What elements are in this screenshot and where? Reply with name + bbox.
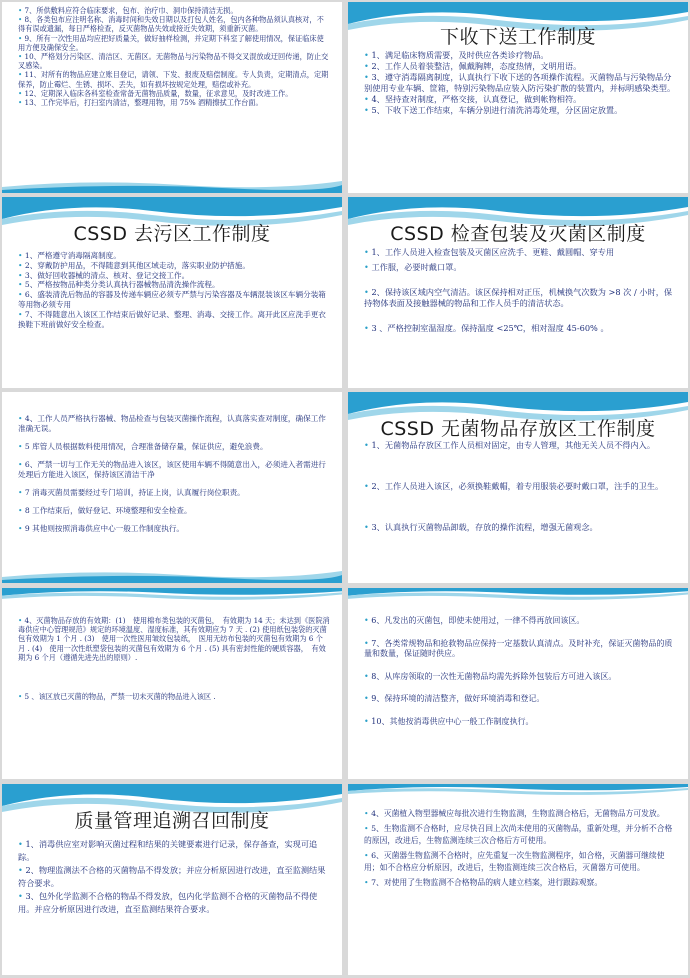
list-item: • 4、坚持查对制度，严格交接，认真登记，做到帐物相符。 [364, 94, 582, 104]
list-item: • 4、灭菌物品存放的有效期：(1) 使用棉布类包装的灭菌包， 有效期为 14 天；未达到《医院消毒供应中心管理规范》规定的环境温度、湿度标准，其有效期应为 7 天 . (2) 使用纸包装袋的灭菌包有效期为 1 个月 . (3) 使用一次性医用皱纹包装纸， 医用无纺布包装的灭菌包有效期为 6 个月 . (4) 使用一次性纸塑袋包装的灭菌包有效期为 6 个月 . (5) 具有密封性能的硬质容器， 有效期为 6 个月（遵循先进先出的原则）. [18, 616, 330, 662]
wave-decoration [348, 784, 688, 808]
list-item: • 9、所有一次性用品均应把好质量关，做好抽样检测，并定期下科室了解使用情况，保证临床使用方便及确保安全。 [18, 33, 324, 52]
list-item: • 1、满足临床物质需要，及时供应各类诊疗物品。 [364, 50, 549, 60]
list-item: • 11、对所有的物品应建立账目登记，请领、下发、报废及赔偿制度。专人负责，定期清点，定期保养，防止霉烂、生锈、损坏、丢失，如有损坏按规定处理，赔偿或补充。 [18, 70, 329, 89]
slide-4-list [364, 247, 676, 334]
list-item: • 4、灭菌植入物型器械应每批次进行生物监测，生物监测合格后，无菌物品方可发放。 [364, 809, 665, 818]
list-item: • 7、对使用了生物监测不合格物品的病人建立档案，进行跟踪观察。 [364, 878, 603, 888]
slide-title: 质量管理追溯召回制度 [74, 810, 270, 832]
list-item: • 3 、严格控制室温湿度。保持温度 <25℃，相对湿度 45-60% 。 [364, 323, 609, 333]
slide-7 [2, 588, 342, 779]
list-item: • 5、生物监测不合格时，应尽快召回上次尚未使用的灭菌物品，重新处理，并分析不合格的原因，改进后，生物监测连续三次合格后方可使用。 [364, 824, 673, 845]
wave-decoration [2, 567, 342, 583]
slide-title: 下收下送工作制度 [439, 26, 596, 48]
list-item: • 3、认真执行灭菌物品卸载，存放的操作流程，增强无菌观念。 [364, 522, 598, 532]
slide-10 [348, 784, 688, 975]
slide-title: CSSD 去污区工作制度 [73, 223, 271, 245]
slide-8-list [364, 616, 676, 728]
list-item: • 7、所供敷料应符合临床要求，包布、治疗巾、洞巾保持清洁无损。 [18, 6, 238, 15]
slide-title: CSSD 检查包装及灭菌区制度 [390, 223, 646, 245]
slide-1-list [18, 6, 330, 107]
list-item: • 7 消毒灭菌员需要经过专门培训，持证上岗，认真履行岗位职责。 [18, 488, 245, 497]
slide-3 [2, 197, 342, 388]
list-item: • 3、遵守消毒隔离制度，认真执行下收下送的各项操作流程。灭菌物品与污染物品分别使用专业车辆、筐箱，特别污染物品应装入防污染扩散的装置内，并标明感染类型。 [364, 72, 676, 93]
list-item: • 10、严格划分污染区、清洁区、无菌区。无菌物品与污染物品不得交叉混放或迂回传递，防止交叉感染。 [18, 52, 329, 71]
list-item: • 8 工作结束后，做好登记、环境整理和安全检查。 [18, 506, 192, 515]
list-item: • 10、其他按消毒供应中心一般工作制度执行。 [364, 716, 534, 726]
slide-6 [348, 392, 688, 583]
list-item: • 13、工作完毕后，打扫室内清洁，整理用物，用 75% 酒精擦拭工作台面。 [18, 98, 263, 108]
slide-10-list [364, 808, 676, 888]
list-item: • 9 其他则按照消毒供应中心一般工作制度执行。 [18, 524, 185, 533]
list-item: • 7、各类常规物品和抢救物品应保持一定基数认真清点。及时补充，保证灭菌物品的质量和数量，保证随时供应。 [364, 638, 673, 659]
list-item: • 2、工作人员进入该区，必须换鞋戴帽，着专用服装必要时戴口罩，注手的卫生。 [364, 481, 664, 491]
list-item: • 12、定期深入临床各科室检查常备无菌物品质量，数量，征求意见，及时改进工作。 [18, 88, 293, 98]
slide-4 [348, 197, 688, 388]
slide-5-list [18, 414, 330, 534]
slide-title: CSSD 无菌物品存放区工作制度 [380, 418, 656, 440]
list-item: • 工作服，必要时戴口罩。 [364, 262, 462, 272]
slide-1 [2, 2, 342, 193]
wave-decoration [348, 588, 688, 614]
slide-8 [348, 588, 688, 779]
list-item: • 6、灭菌器生物监测不合格时，应先重复一次生物监测程序，如合格，灭菌器可继续使用；如不合格应分析原因，改进后，生物监测连续三次合格后，灭菌器方可使用。 [364, 851, 665, 872]
list-item: • 5、严格按物品种类分类认真执行器械物品清洗操作流程。 [18, 280, 220, 290]
slide-6-list [364, 440, 676, 533]
slide-7-list [18, 616, 330, 701]
list-item: • 1、工作人员进入检查包装及灭菌区应洗手、更鞋、戴圆帽、穿专用 [364, 247, 615, 257]
slide-2-list [364, 50, 676, 116]
wave-decoration [2, 177, 342, 193]
slide-5 [2, 392, 342, 583]
list-item: • 8、各类包布应注明名称、消毒时间和失效日期以及打包人姓名，包内各种物品须认真核对，不得有误或遗漏，每日严格检查，反灭菌物品失效或接近失效期，须重新灭菌。 [18, 15, 324, 34]
list-item: • 3、做好回收器械的清点、核对、登记交接工作。 [18, 270, 190, 280]
slide-3-list [18, 251, 330, 329]
list-item: • 2、穿戴防护用品，不得随意到其他区域走动，落实职业防护措施。 [18, 260, 250, 270]
list-item: • 4、工作人员严格执行器械、物品检查与包装灭菌操作流程，认真落实查对制度，确保工作准确无误。 [18, 414, 326, 433]
list-item: • 6、盛装清洗后物品的容器及传递车辆应必须专严禁与污染容器及车辆混装该区车辆分装箱等用物必须专用 [18, 290, 326, 309]
list-item: • 1、严格遵守消毒隔离制度。 [18, 251, 121, 260]
list-item: • 8、从库房领取的一次性无菌物品均需先拆除外包装后方可进入该区。 [364, 671, 617, 681]
list-item: • 2、物理监测法不合格的灭菌物品不得发放；并应分析原因进行改进，直至监测结果符合要求。 [18, 865, 326, 888]
list-item: • 5 、该区放已灭菌的物品，严禁一切未灭菌的物品进入该区 . [18, 692, 216, 702]
list-item: • 5 库管人员根据数料使用情况，合理准备储存量，保证供应，避免浪费。 [18, 442, 268, 451]
list-item: • 2、工作人员着装整洁，佩戴胸牌，态度热情，文明用语。 [364, 61, 582, 71]
list-item: • 1、无菌物品存放区工作人员相对固定，由专人管理，其他无关人员不得内入。 [364, 440, 656, 450]
list-item: • 7、不得随意出入该区工作结束后做好记录、整理、消毒、交接工作。离开此区应洗手更衣换鞋下班前做好安全检查。 [18, 309, 326, 329]
wave-decoration [2, 588, 342, 614]
list-item: • 3、包外化学监测不合格的物品不得发放，包内化学监测不合格的灭菌物品不得使用。并应分析原因进行改进，直至监测结果符合要求。 [18, 891, 318, 914]
list-item: • 6、严禁一切与工作无关的物品进入该区，该区使用车辆不得随意出入，必须进入者需进行处理后方能进入该区，保持该区清洁干净 [18, 460, 326, 479]
list-item: • 2、保持该区域内空气清洁。该区保持相对正压，机械换气次数为 >8 次 / 小时，保持物体表面及接触器械的物品和工作人员手的清洁状态。 [364, 287, 673, 308]
slide-9-list [18, 838, 330, 916]
list-item: • 1、消毒供应室对影响灭菌过程和结果的关键要素进行记录，保存备查，实现可追踪。 [18, 839, 318, 862]
slide-2 [348, 2, 688, 193]
slide-9 [2, 784, 342, 975]
list-item: • 9、保持环境的清洁整齐，做好环境消毒和登记。 [364, 694, 545, 704]
list-item: • 6、凡发出的灭菌包，即使未使用过，一律不得再放回该区。 [364, 616, 585, 625]
list-item: • 5、下收下送工作结束，车辆分别进行清洗消毒处理，分区固定放置。 [364, 105, 623, 115]
